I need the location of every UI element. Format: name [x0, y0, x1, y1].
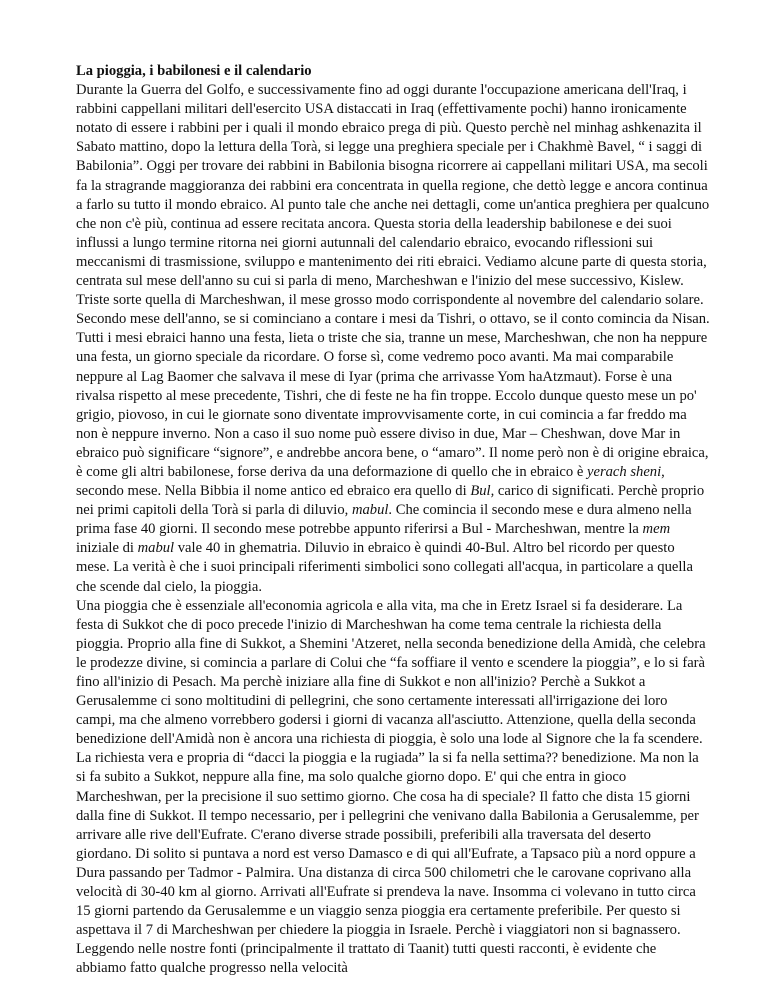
text-run: vale 40 in ghematria. Diluvio in ebraico è quindi 40-Bul. Altro bel ricordo per questo mese. La verità è che i suoi principali riferimenti simbolici sono collegati all'acqua, in particolare a quella che scende dal cielo, la pioggia. [76, 540, 693, 595]
text-run: Una pioggia che è essenziale all'economia agricola e alla vita, ma che in Eretz Israel si fa desiderare. La festa di Sukkot che di poco precede l'inizio di Marcheshwan ha come tema centrale la richiesta della pioggia. Proprio alla fine di Sukkot, a Shemini 'Atzeret, nella seconda benedizione della Amidà, che celebra le prodezze divine, si comincia a parlare di Colui che “fa soffiare il vento e scendere la pioggia”, e lo si farà fino all'inizio di Pesach. Ma perchè iniziare alla fine di Sukkot e non all'inizio? Perchè a Sukkot a Gerusalemme ci sono moltitudini di pellegrini, che sono certamente interessati all'irrigazione dei loro campi, ma che almeno vorrebbero godersi i giorni di vacanza all'asciutto. Attenzione, quella della seconda benedizione dell'Amidà non è ancora una richiesta di pioggia, è solo una lode al Signore che la fa scendere. La richiesta vera e propria di “dacci la pioggia e la rugiada” la si fa nella settima?? benedizione. Ma non la si fa subito a Sukkot, neppure alla fine, ma solo qualche giorno dopo. E' qui che entra in gioco Marcheshwan, per la precisione il suo settimo giorno. Che cosa ha di speciale? Il fatto che dista 15 giorni dalla fine di Sukkot. Il tempo necessario, per i pellegrini che venivano dalla Babilonia a Gerusalemme, per arrivare alle rive dell'Eufrate. C'erano diverse strade possibili, preferibili alla traversata del deserto giordano. Di solito si puntava a nord est verso Damasco e di qui all'Eufrate, a Tapsaco più a nord oppure a Dura passando per Tadmor - Palmira. Una distanza di circa 500 chilometri che le carovane coprivano alla velocità di 30-40 km al giorno. Arrivati all'Eufrate si prendeva la nave. Insomma ci volevano in tutto circa 15 giorni partendo da Gerusalemme e un viaggio senza pioggia era certamente preferibile. Per questo si aspettava il 7 di Marcheshwan per chiedere la pioggia in Israele. Perchè i viaggiatori non si bagnassero. Leggendo nelle nostre fonti (principalmente il trattato di Taanit) tutti questi racconti, è evidente che abbiamo fatto qualche progresso nella velocità [76, 597, 706, 977]
document-body [76, 81, 710, 978]
paragraph [76, 81, 710, 291]
document-page [76, 62, 710, 979]
text-run: iniziale di [76, 540, 138, 557]
text-run: , secondo mese. Nella Bibbia il nome antico ed ebraico era quello di [76, 463, 665, 500]
text-run: carico di significati. Perchè proprio nei primi capitoli della Torà si parla di diluvio, [76, 483, 705, 519]
italic-text: Bul, [470, 483, 495, 500]
document-title: La pioggia, i babilonesi e il calendario [76, 63, 312, 79]
paragraph [76, 597, 710, 979]
italic-text: mem [642, 521, 671, 538]
text-run: . Che comincia il secondo mese e dura almeno nella prima fase 40 giorni. Il secondo mese potrebbe appunto riferirsi a Bul - Marcheshwan, mentre la [76, 502, 692, 538]
paragraph [76, 291, 710, 597]
italic-text: yerach sheni [586, 463, 662, 480]
italic-text: mabul [137, 540, 175, 557]
text-run: Triste sorte quella di Marcheshwan, il mese grosso modo corrispondente al novembre del calendario solare. Secondo mese dell'anno, se si cominciano a contare i mesi da Tishri, o ottavo, se il conto comincia da Nisan. Tutti i mesi ebraici hanno una festa, lieta o triste che sia, tranne un mese, Marcheshwan, che non ha neppure una festa, un giorno speciale da ricordare. O forse sì, come vedremo poco avanti. Ma mai comparabile neppure al Lag Baomer che salvava il mese di Iyar (prima che arrivasse Yom haAtzmaut). Forse è una rivalsa rispetto al mese precedente, Tishri, che di feste ne ha fin troppe. Eccolo dunque questo mese un po' grigio, piovoso, in cui le giornate sono diventate improvvisamente corte, in cui comincia a far freddo ma non è neppure inverno. Non a caso il suo nome può essere diviso in due, Mar – Cheshwan, dove Mar in ebraico può significare “signore”, e andrebbe ancora bene, o “amaro”. Il nome però non è di origine ebraica, è come gli altri babilonese, forse deriva da una deformazione di quello che in ebraico è [76, 292, 710, 480]
text-run: Durante la Guerra del Golfo, e successivamente fino ad oggi durante l'occupazione americana dell'Iraq, i rabbini cappellani militari dell'esercito USA distaccati in Iraq (effettivamente pochi) hanno ironicamente notato di essere i rabbini per i quali il mondo ebraico prega di più. Questo perchè nel minhag ashkenazita il Sabato mattino, dopo la lettura della Torà, si legge una preghiera speciale per i Chakhmè Bavel, “ i saggi di Babilonia”. Oggi per trovare dei rabbini in Babilonia bisogna ricorrere ai cappellani militari USA, ma secoli fa la stragrande maggioranza dei rabbini era concentrata in quella regione, che dettò legge e ancora continua a farlo su tutto il mondo ebraico. Al punto tale che anche nei dettagli, come un'antica preghiera per qualcuno che non c'è più, continua ad essere recitata ancora. Questa storia della leadership babilonese e dei suoi influssi a lungo termine ritorna nei giorni autunnali del calendario ebraico, evocando riflessioni sui meccanismi di trasmissione, sviluppo e mantenimento dei riti ebraici. Vediamo alcune parte di questa storia, centrata sul mese dell'anno su cui si parla di meno, Marcheshwan e l'inizio del mese successivo, Kislew. [76, 82, 710, 290]
italic-text: mabul [351, 502, 389, 519]
